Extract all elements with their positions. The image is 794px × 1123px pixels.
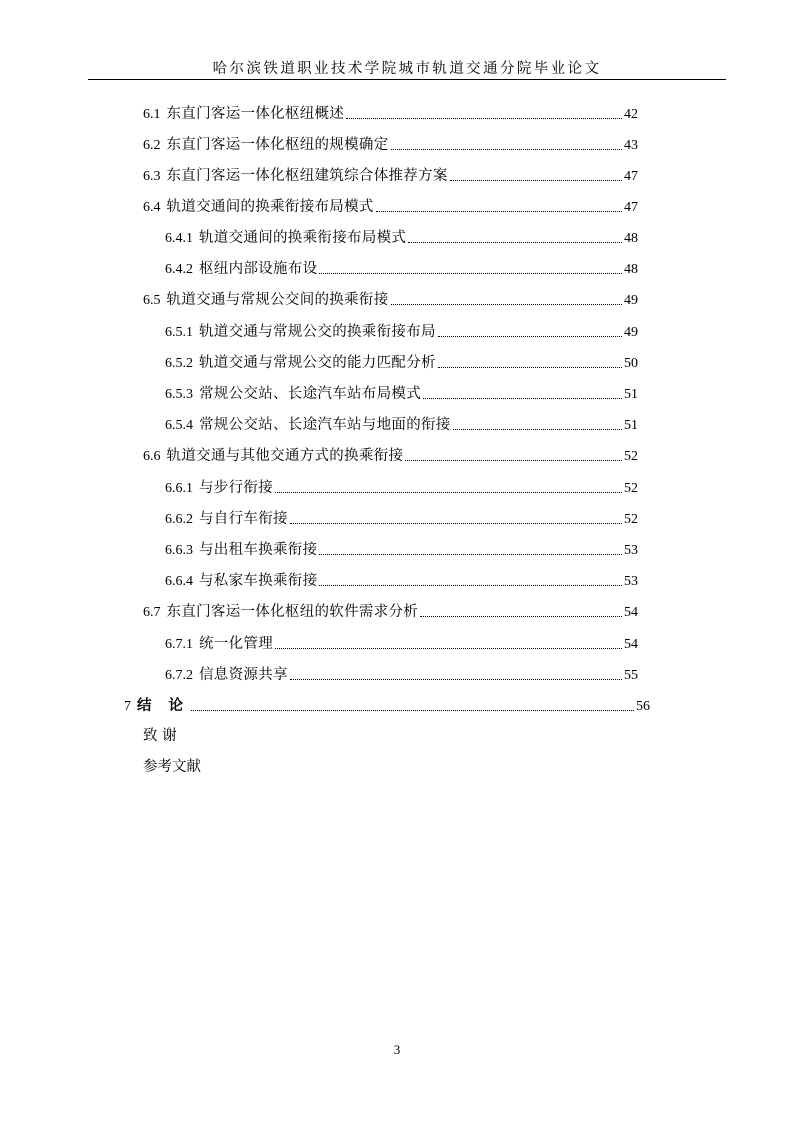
toc-dot-leader [453,428,622,430]
toc-dot-leader [191,709,634,711]
toc-entry-number: 6.2 [143,138,161,153]
toc-entry-page: 48 [624,231,638,246]
toc-entry-number: 6.4 [143,200,161,215]
toc-entry-number: 6.6.3 [165,543,193,558]
toc-entry-title: 轨道交通与常规公交的能力匹配分析 [199,355,436,371]
page-header: 哈尔滨铁道职业技术学院城市轨道交通分院毕业论文 [88,60,726,80]
toc-dot-leader [275,491,622,493]
toc-entry-number: 6.3 [143,169,161,184]
toc-dot-leader [408,241,622,243]
toc-entry-number: 6.7.2 [165,668,193,683]
page-number: 3 [393,1042,401,1057]
toc-entry-page: 55 [624,668,638,683]
toc-entry-number: 6.5 [143,293,161,308]
toc-entry-number: 6.5.1 [165,325,193,340]
toc-entry-page: 50 [624,356,638,371]
toc-entry-number: 7 [124,699,131,714]
toc-entry[interactable] [165,322,638,342]
toc-dot-leader [319,553,622,555]
toc-entry-page: 49 [624,325,638,340]
toc-entry[interactable] [165,540,638,560]
toc-entry-page: 51 [624,418,638,433]
toc-entry[interactable] [143,197,638,217]
toc-entry[interactable] [165,571,638,591]
toc-entry-title: 轨道交通与常规公交间的换乘衔接 [166,292,389,308]
toc-entry-number: 6.5.4 [165,418,193,433]
toc-entry-title: 与私家车换乘衔接 [199,573,318,589]
toc-entry-title: 统一化管理 [199,636,273,652]
toc-entry-page: 53 [624,574,638,589]
toc-entry-page: 47 [624,200,638,215]
toc-entry-title: 东直门客运一体化枢纽概述 [166,106,345,122]
toc-entry-title: 常规公交站、长途汽车站与地面的衔接 [199,417,451,433]
toc-dot-leader [405,459,622,461]
toc-entry-number: 6.6.2 [165,512,193,527]
toc-dot-leader [420,615,622,617]
toc-entry[interactable] [165,509,638,529]
toc-entry-number: 6.6.1 [165,481,193,496]
toc-entry[interactable] [124,696,650,716]
toc-entry[interactable] [143,602,638,622]
toc-entry-title: 东直门客运一体化枢纽建筑综合体推荐方案 [166,168,448,184]
toc-entry-title: 轨道交通与常规公交的换乘衔接布局 [199,324,436,340]
toc-entry-page: 52 [624,512,638,527]
toc-dot-leader [450,179,622,181]
toc-entry[interactable] [143,290,638,310]
toc-entry-title: 与自行车衔接 [199,511,288,527]
toc-dot-leader [290,678,622,680]
toc-entry-title: 轨道交通间的换乘衔接布局模式 [199,230,407,246]
toc-entry[interactable] [165,228,638,248]
toc-dot-leader [438,366,622,368]
toc-entry-title: 东直门客运一体化枢纽的规模确定 [166,137,389,153]
toc-entry-page: 54 [624,637,638,652]
toc-entry-page: 43 [624,138,638,153]
toc-entry-number: 6.5.2 [165,356,193,371]
toc-entry-number: 6.7 [143,605,161,620]
toc-entry-number: 6.5.3 [165,387,193,402]
toc-dot-leader [391,148,623,150]
toc-entry[interactable] [165,259,638,279]
toc-dot-leader [391,303,623,305]
toc-entry-page: 56 [636,699,650,714]
toc-entry[interactable] [165,415,638,435]
toc-entry-page: 42 [624,107,638,122]
toc-entry-title: 轨道交通间的换乘衔接布局模式 [166,199,374,215]
toc-dot-leader [423,397,622,399]
toc-entry-page: 49 [624,293,638,308]
toc-entry[interactable] [143,166,638,186]
toc-dot-leader [438,335,622,337]
toc-dot-leader [290,522,622,524]
toc-entry-number: 6.7.1 [165,637,193,652]
toc-entry-page: 52 [624,481,638,496]
toc-entry-title: 信息资源共享 [199,667,288,683]
toc-entry-title: 常规公交站、长途汽车站布局模式 [199,386,421,402]
toc-entry[interactable] [165,384,638,404]
toc-dot-leader [319,584,622,586]
toc-entry[interactable] [165,665,638,685]
toc-dot-leader [319,272,622,274]
toc-dot-leader [275,647,622,649]
references-entry[interactable]: 参考文献 [143,759,201,775]
toc-entry-title: 枢纽内部设施布设 [199,261,318,277]
toc-entry[interactable] [143,104,638,124]
toc-entry-title: 东直门客运一体化枢纽的软件需求分析 [166,604,419,620]
toc-entry-page: 47 [624,169,638,184]
toc-entry-number: 6.4.1 [165,231,193,246]
toc-entry-title: 轨道交通与其他交通方式的换乘衔接 [166,448,404,464]
toc-entry-title: 结 论 [137,698,190,714]
toc-entry-title: 与步行衔接 [199,480,273,496]
toc-dot-leader [346,117,622,119]
toc-entry[interactable] [143,446,638,466]
toc-entry-number: 6.6.4 [165,574,193,589]
toc-entry[interactable] [143,135,638,155]
toc-entry-number: 6.4.2 [165,262,193,277]
toc-entry-number: 6.1 [143,107,161,122]
toc-entry-page: 53 [624,543,638,558]
toc-entry-page: 52 [624,449,638,464]
toc-dot-leader [376,210,622,212]
toc-entry-page: 51 [624,387,638,402]
toc-entry[interactable] [165,353,638,373]
toc-entry[interactable] [165,634,638,654]
toc-entry[interactable] [165,478,638,498]
acknowledgement-entry[interactable]: 致 谢 [143,728,177,744]
toc-entry-page: 48 [624,262,638,277]
toc-entry-title: 与出租车换乘衔接 [199,542,318,558]
toc-entry-page: 54 [624,605,638,620]
toc-entry-number: 6.6 [143,449,161,464]
